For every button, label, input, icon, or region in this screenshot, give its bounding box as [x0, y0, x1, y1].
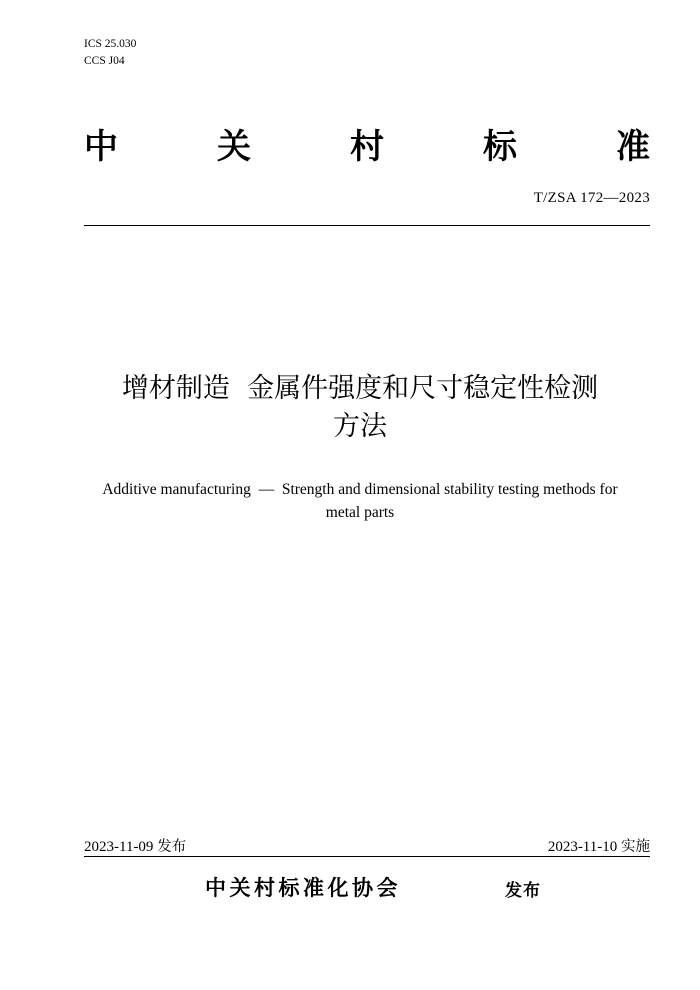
- standard-type-heading: [84, 124, 650, 170]
- issue-label: 发布: [157, 839, 187, 855]
- english-title-line1: Additive manufacturing — Strength and dimensional stability testing methods for: [102, 481, 618, 498]
- implement-date-block: [548, 835, 650, 856]
- chinese-title-line1: 增材制造 金属件强度和尺寸稳定性检测: [121, 373, 599, 404]
- chinese-title-line2: 方法: [333, 411, 387, 442]
- chinese-title: [60, 370, 660, 446]
- standard-type-char: 村: [350, 127, 384, 167]
- classification-codes: [84, 36, 136, 70]
- ics-code: ICS 25.030: [84, 38, 137, 50]
- ccs-code: CCS J04: [84, 55, 125, 67]
- issue-date-block: [84, 835, 186, 856]
- english-title-line2: metal parts: [325, 504, 395, 521]
- standard-type-char: 关: [217, 127, 251, 167]
- bottom-divider: [84, 856, 650, 857]
- standard-number: T/ZSA 172—2023: [533, 190, 650, 206]
- standard-type-char: 标: [483, 127, 517, 167]
- top-divider: [84, 225, 650, 226]
- implement-date: 2023-11-10: [547, 839, 618, 855]
- publisher-name: 中关村标准化协会: [205, 876, 401, 900]
- issue-date: 2023-11-09: [84, 839, 154, 855]
- implement-label: 实施: [621, 839, 650, 855]
- standard-type-char: 中: [84, 127, 118, 167]
- publisher-action: 发布: [505, 881, 541, 901]
- english-title: [60, 478, 660, 524]
- standard-type-char: 准: [616, 127, 650, 167]
